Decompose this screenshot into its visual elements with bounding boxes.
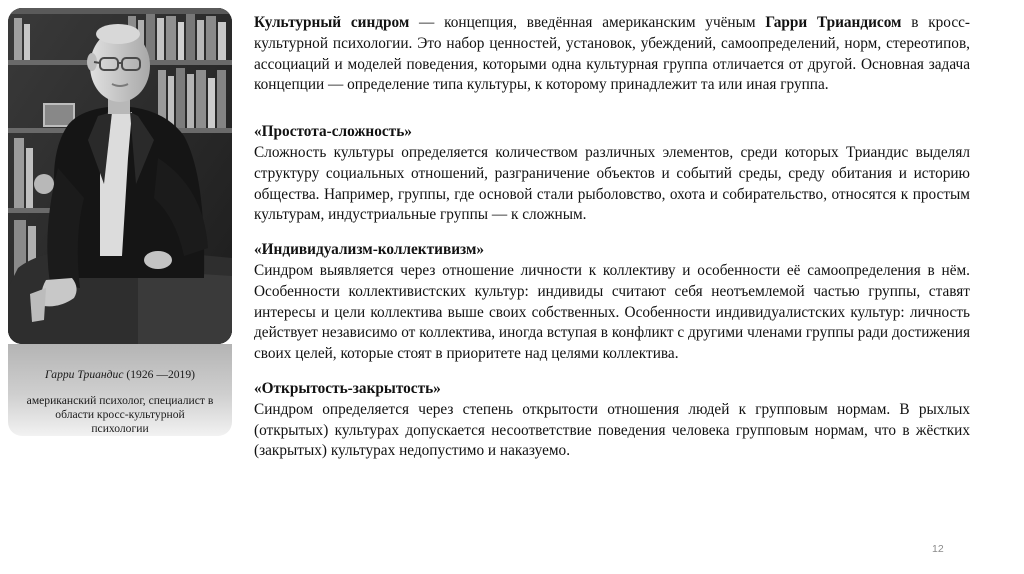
section-body-individualism: Синдром выявляется через отношение личности к коллективу и особенности её самоопределения в нём. Особенности коллективистских культур: индивиды считают себя неотъемлемой частью группы, ставят интересы и цели коллектива выше своих собственных. Особенности индивидуалистских культур: личность действует независимо от коллектива, иногда вступая в конфликт с другими членами группы ради достижения своих целей, которые стоят в приоритете над целями коллектива. xyxy=(254,261,970,363)
section-heading-individualism: «Индивидуализм-коллективизм» xyxy=(254,241,485,259)
portrait-image xyxy=(8,8,232,344)
intro-part1: — концепция, введённая американским учёным xyxy=(409,14,766,31)
caption-years: (1926 —2019) xyxy=(123,368,195,381)
intro-term: Культурный синдром xyxy=(254,14,410,31)
caption-name: Гарри Триандис xyxy=(44,368,124,381)
section-body-simplicity: Сложность культуры определяется количеством различных элементов, среди которых Триандис выделял структуру социальных отношений, разграничение объектов и событий среды, среду обитания и историю общества. Например, группы, где основой стали рыболовство, охота и собирательство, относятся к простым культурам, индустриальные группы — к сложным. xyxy=(254,143,970,224)
section-heading-simplicity: «Простота-сложность» xyxy=(254,123,412,141)
caption-name-line xyxy=(8,368,232,382)
portrait-photo xyxy=(8,8,232,344)
intro-paragraph xyxy=(254,13,970,96)
main-text xyxy=(254,13,970,462)
page-number: 12 xyxy=(932,543,944,555)
section-heading-openness: «Открытость-закрытость» xyxy=(254,379,441,397)
portrait-caption xyxy=(8,344,232,436)
section-body-openness: Синдром определяется через степень открытости отношения людей к групповым нормам. В рыхлых (открытых) культурах допускается несоответствие поведения человека групповым нормам, что в жёстких (закрытых) культурах недопустимо и наказуемо. xyxy=(254,400,970,460)
caption-description: американский психолог, специалист в области кросс-культурной психологии xyxy=(26,394,214,435)
intro-author: Гарри Триандисом xyxy=(765,14,902,31)
intro-part2: в кросс-культурной психологии. Это набор ценностей, установок, убеждений, самоопределений, норм, стереотипов, ассоциаций и моделей поведения, которыми одна культурная группа отличается от другой. Основная задача концепции — определение типа культуры, к которому принадлежит та или иная группа. xyxy=(254,14,970,94)
